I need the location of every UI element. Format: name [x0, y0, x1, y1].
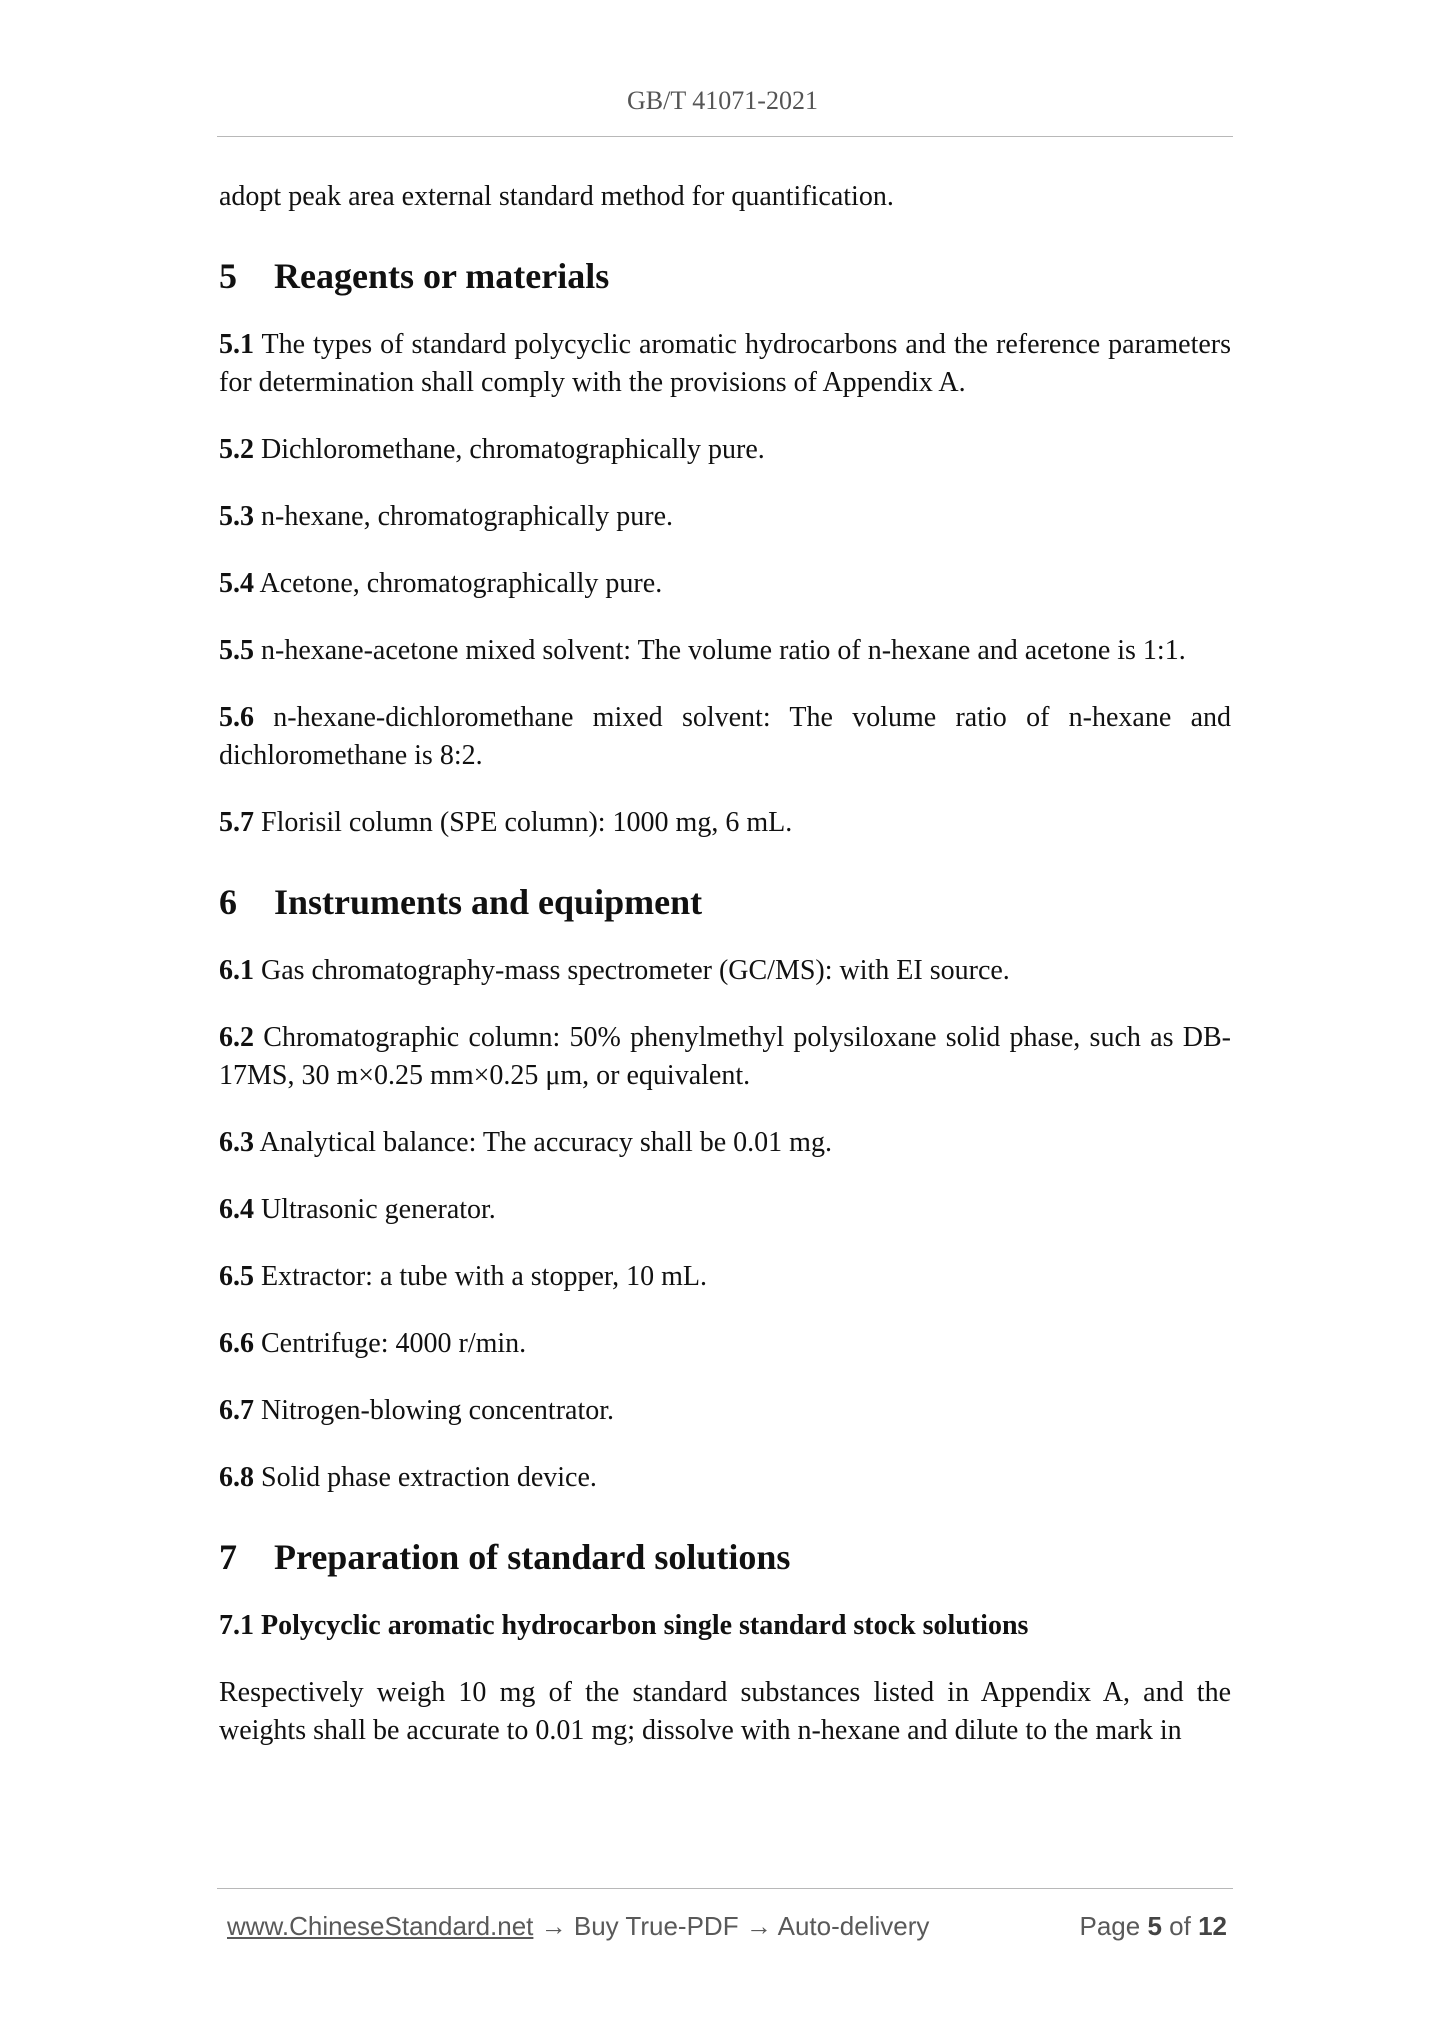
clause-number: 6.5: [219, 1261, 254, 1292]
clause-5-6: [219, 699, 1231, 775]
clause-text: Acetone, chromatographically pure.: [259, 568, 663, 599]
clause-number: 6.3: [219, 1127, 254, 1158]
clause-6-4: [219, 1191, 1231, 1229]
clause-6-1: [219, 952, 1231, 990]
page-number: [1079, 1911, 1227, 1942]
section-7-title: Preparation of standard solutions: [274, 1537, 791, 1577]
page-label: Page: [1079, 1911, 1141, 1941]
clause-number: 5.4: [219, 568, 254, 599]
page-total: 12: [1198, 1911, 1227, 1941]
clause-5-1: [219, 326, 1231, 402]
clause-text: Dichloromethane, chromatographically pure.: [261, 434, 765, 465]
clause-number: 5.3: [219, 501, 254, 532]
clause-text: Extractor: a tube with a stopper, 10 mL.: [261, 1261, 707, 1292]
clause-5-7: [219, 804, 1231, 842]
clause-text: Centrifuge: 4000 r/min.: [261, 1328, 527, 1359]
website-link[interactable]: www.ChineseStandard.net: [227, 1911, 534, 1941]
section-6-title: Instruments and equipment: [274, 882, 703, 922]
arrow-icon: →: [745, 1911, 772, 1941]
header-divider: [217, 136, 1233, 137]
clause-6-8: [219, 1459, 1231, 1497]
clause-5-2: [219, 431, 1231, 469]
clause-text: Florisil column (SPE column): 1000 mg, 6 mL.: [261, 807, 793, 838]
subsection-7-1-paragraph: Respectively weigh 10 mg of the standard substances listed in Appendix A, and the weights shall be accurate to 0.01 mg; dissolve with n-hexane and dilute to the mark in: [219, 1677, 1231, 1746]
footer-divider: [217, 1888, 1233, 1889]
page-of: of: [1169, 1911, 1191, 1941]
clause-6-5: [219, 1258, 1231, 1296]
section-5-heading: [219, 254, 1231, 298]
subsection-7-1-title: 7.1 Polycyclic aromatic hydrocarbon single standard stock solutions: [219, 1610, 1029, 1641]
section-6-heading: [219, 880, 1231, 924]
clause-text: Gas chromatography-mass spectrometer (GC/MS): with EI source.: [261, 955, 1010, 986]
clause-number: 6.4: [219, 1194, 254, 1225]
arrow-icon: →: [540, 1911, 567, 1941]
page-current: 5: [1147, 1911, 1162, 1941]
clause-text: Analytical balance: The accuracy shall be 0.01 mg.: [259, 1127, 832, 1158]
clause-text: Chromatographic column: 50% phenylmethyl polysiloxane solid phase, such as DB-17MS, 30 m×0.25 mm×0.25 μm, or equivalent.: [219, 1022, 1231, 1091]
intro-paragraph: adopt peak area external standard method for quantification.: [219, 181, 894, 212]
section-7-number: 7: [219, 1537, 237, 1577]
auto-delivery-text: Auto-delivery: [777, 1911, 930, 1941]
clause-number: 6.6: [219, 1328, 254, 1359]
clause-number: 5.6: [219, 702, 254, 733]
clause-6-2: [219, 1019, 1231, 1095]
section-5-number: 5: [219, 256, 237, 296]
section-6-number: 6: [219, 882, 237, 922]
clause-6-7: [219, 1392, 1231, 1430]
clause-5-5: [219, 632, 1231, 670]
clause-number: 6.8: [219, 1462, 254, 1493]
clause-number: 5.2: [219, 434, 254, 465]
clause-5-4: [219, 565, 1231, 603]
buy-pdf-text: Buy True-PDF: [573, 1911, 739, 1941]
section-7-heading: [219, 1535, 1231, 1579]
clause-number: 5.5: [219, 635, 254, 666]
doc-code-header: GB/T 41071-2021: [627, 86, 818, 115]
clause-number: 6.1: [219, 955, 254, 986]
section-5-title: Reagents or materials: [274, 256, 610, 296]
clause-number: 6.2: [219, 1022, 254, 1053]
clause-text: n-hexane-dichloromethane mixed solvent: The volume ratio of n-hexane and dichloromethane is 8:2.: [219, 702, 1232, 771]
clause-text: Ultrasonic generator.: [261, 1194, 496, 1225]
clause-text: Nitrogen-blowing concentrator.: [261, 1395, 615, 1426]
clause-text: n-hexane, chromatographically pure.: [261, 501, 674, 532]
clause-6-3: [219, 1124, 1231, 1162]
clause-6-6: [219, 1325, 1231, 1363]
clause-number: 6.7: [219, 1395, 254, 1426]
clause-text: n-hexane-acetone mixed solvent: The volume ratio of n-hexane and acetone is 1:1.: [261, 635, 1186, 666]
clause-number: 5.1: [219, 329, 254, 360]
page-footer: [227, 1911, 1227, 1942]
clause-text: The types of standard polycyclic aromatic hydrocarbons and the reference parameters for determination shall comply with the provisions of Appendix A.: [219, 329, 1231, 398]
clause-5-3: [219, 498, 1231, 536]
page-body: [219, 178, 1231, 1750]
clause-text: Solid phase extraction device.: [261, 1462, 597, 1493]
clause-number: 5.7: [219, 807, 254, 838]
